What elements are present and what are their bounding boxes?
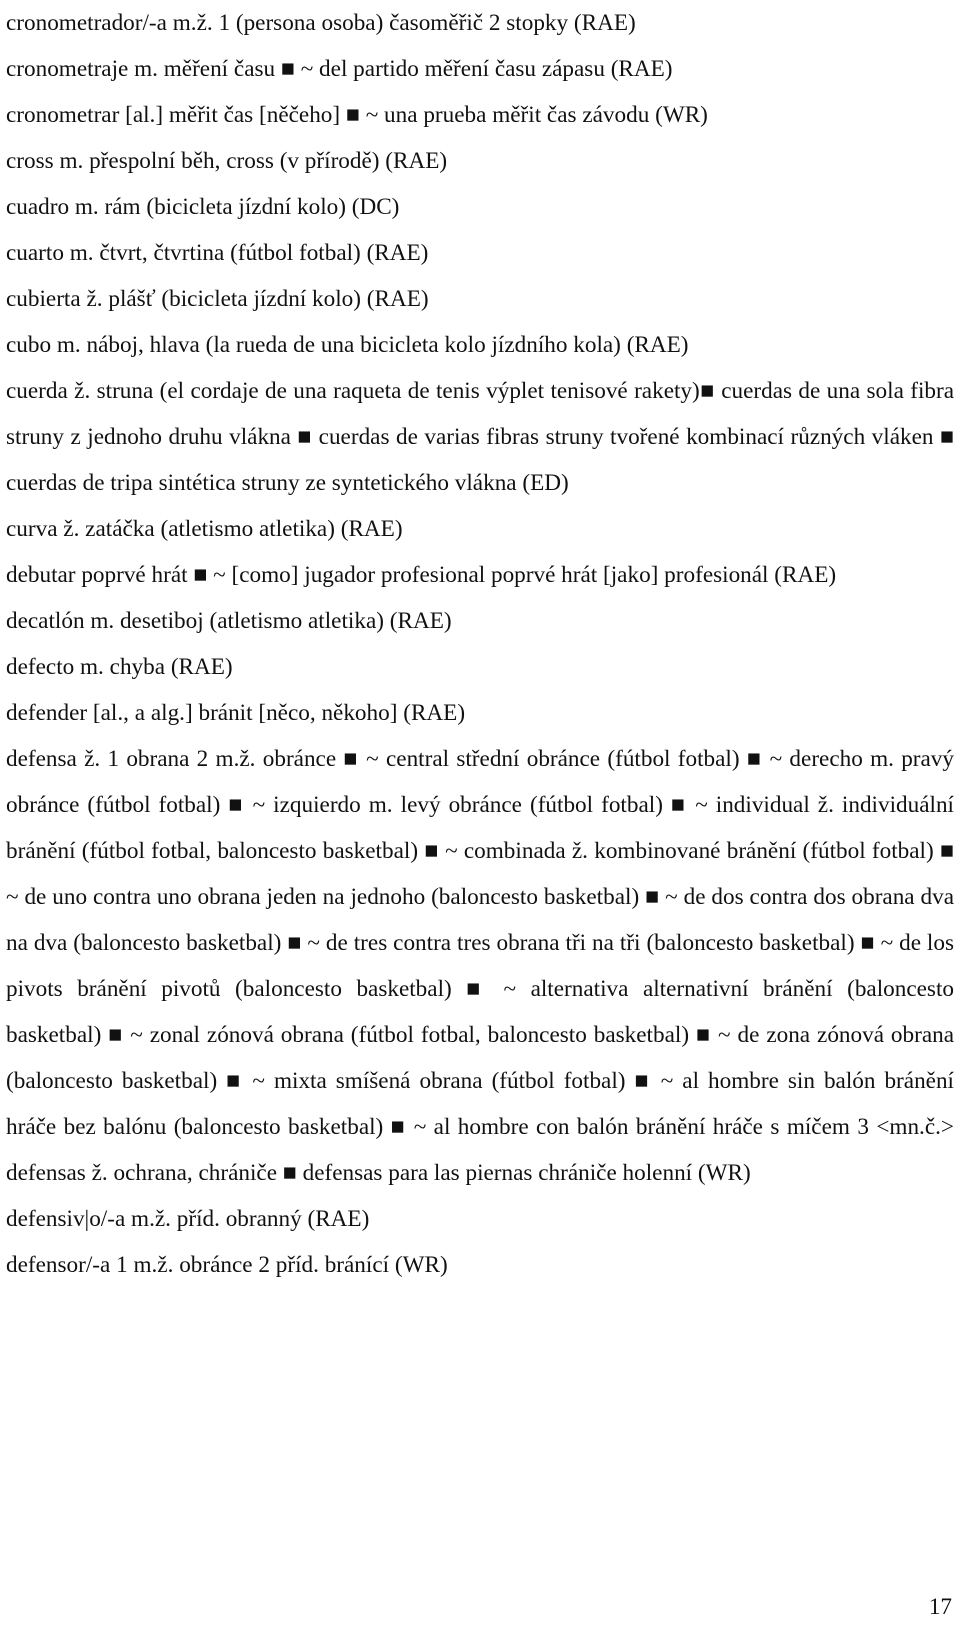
dictionary-page: [6, 0, 954, 1288]
entry-cronometrar: cronometrar [al.] měřit čas [něčeho] ■ ~ una prueba měřit čas závodu (WR): [6, 102, 708, 128]
entry-cross: cross m. přespolní běh, cross (v přírodě) (RAE): [6, 148, 448, 174]
page-number: 17: [928, 1594, 952, 1620]
entry-defensivo: defensiv|o/-a m.ž. příd. obranný (RAE): [6, 1206, 370, 1232]
entry-cuadro: cuadro m. rám (bicicleta jízdní kolo) (DC): [6, 194, 400, 220]
entry-cubo: cubo m. náboj, hlava (la rueda de una bicicleta kolo jízdního kola) (RAE): [6, 332, 689, 358]
entry-curva: curva ž. zatáčka (atletismo atletika) (RAE): [6, 516, 403, 542]
entry-cuerda: cuerda ž. struna (el cordaje de una raqueta de tenis výplet tenisové rakety)■ cuerdas de una sola fibra struny z jednoho druhu vlákna ■ cuerdas de varias fibras struny tvořené kombinací různých vláken ■ cuerdas de tripa sintética struny ze syntetického vlákna (ED): [6, 378, 954, 496]
entry-defecto: defecto m. chyba (RAE): [6, 654, 233, 680]
entry-cronometraje: cronometraje m. měření času ■ ~ del partido měření času zápasu (RAE): [6, 56, 673, 82]
entry-decatlon: decatlón m. desetiboj (atletismo atletika) (RAE): [6, 608, 452, 634]
entry-debutar: debutar poprvé hrát ■ ~ [como] jugador profesional poprvé hrát [jako] profesionál (RAE): [6, 562, 837, 588]
entry-cronometrador: cronometrador/-a m.ž. 1 (persona osoba) časoměřič 2 stopky (RAE): [6, 10, 636, 36]
entry-cubierta: cubierta ž. plášť (bicicleta jízdní kolo) (RAE): [6, 286, 429, 312]
entry-defensor: defensor/-a 1 m.ž. obránce 2 příd. bránící (WR): [6, 1252, 448, 1278]
entry-defensa: defensa ž. 1 obrana 2 m.ž. obránce ■ ~ central střední obránce (fútbol fotbal) ■ ~ derecho m. pravý obránce (fútbol fotbal) ■ ~ izquierdo m. levý obránce (fútbol fotbal) ■ ~ individual ž. individuální bránění (fútbol fotbal, baloncesto basketbal) ■ ~ combinada ž. kombinované bránění (fútbol fotbal) ■ ~ de uno contra uno obrana jeden na jednoho (baloncesto basketbal) ■ ~ de dos contra dos obrana dva na dva (baloncesto basketbal) ■ ~ de tres contra tres obrana tři na tři (baloncesto basketbal) ■ ~ de los pivots bránění pivotů (baloncesto basketbal) ■ ~ alternativa alternativní bránění (baloncesto basketbal) ■ ~ zonal zónová obrana (fútbol fotbal, baloncesto basketbal) ■ ~ de zona zónová obrana (baloncesto basketbal) ■ ~ mixta smíšená obrana (fútbol fotbal) ■ ~ al hombre sin balón bránění hráče bez balónu (baloncesto basketbal) ■ ~ al hombre con balón bránění hráče s míčem 3 <mn.č.> defensas ž. ochrana, chrániče ■ defensas para las piernas chrániče holenní (WR): [6, 746, 954, 1186]
entry-cuarto: cuarto m. čtvrt, čtvrtina (fútbol fotbal) (RAE): [6, 240, 429, 266]
entry-defender: defender [al., a alg.] bránit [něco, někoho] (RAE): [6, 700, 466, 726]
